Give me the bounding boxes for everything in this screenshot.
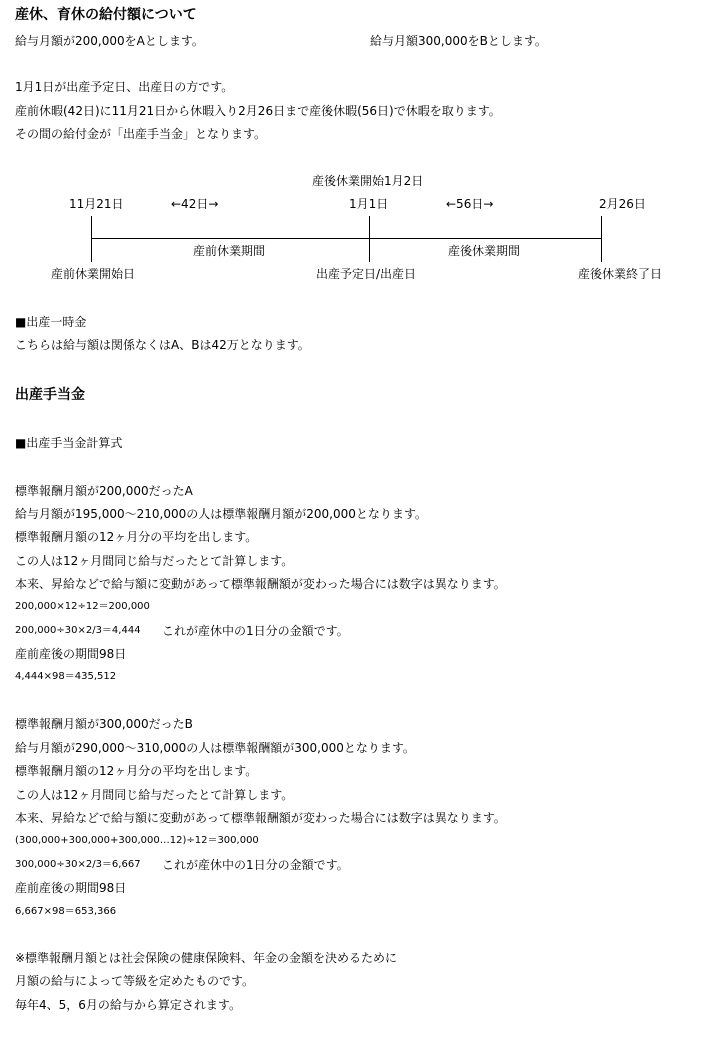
case-b-line-3: この人は12ヶ月間同じ給与だったとて計算します。 (15, 788, 294, 802)
salary-b-text: 給与月額300,000をBとします。 (370, 34, 547, 48)
case-b-calc-2-note: これが産休中の1日分の金額です。 (162, 858, 349, 872)
allowance-subheading: ■出産手当金計算式 (15, 436, 123, 450)
case-b-period: 産前産後の期間98日 (15, 881, 127, 895)
note-line-1: ※標準報酬月額とは社会保険の健康保険料、年金の金額を決めるために (15, 951, 398, 965)
intro-line-2: 産前休暇(42日)に11月21日から休暇入り2月26日まで産後休暇(56日)で休暇を取ります。 (15, 104, 501, 118)
case-a-period: 産前産後の期間98日 (15, 647, 127, 661)
period-left-label: 産前休業期間 (193, 244, 266, 258)
note-line-2: 月額の給与によって等級を定めたものです。 (15, 974, 255, 988)
case-b-title: 標準報酬月額が300,000だったB (15, 717, 193, 731)
case-b-line-2: 標準報酬月額の12ヶ月分の平均を出します。 (15, 764, 258, 778)
case-a-title: 標準報酬月額が200,000だったA (15, 484, 193, 498)
arrow-left-days: ←42日→ (171, 197, 219, 211)
label-postnatal-end: 産後休業終了日 (578, 267, 663, 281)
date-left: 11月21日 (69, 197, 124, 211)
intro-line-1: 1月1日が出産予定日、出産日の方です。 (15, 80, 234, 94)
case-b-line-1: 給与月額が290,000～310,000の人は標準報酬額が300,000となります。 (15, 741, 415, 755)
salary-a-text: 給与月額が200,000をAとします。 (15, 34, 204, 48)
date-right: 2月26日 (599, 197, 646, 211)
label-prenatal-start: 産前休業開始日 (51, 267, 136, 281)
tick-mid (369, 216, 370, 262)
case-a-calc-2-note: これが産休中の1日分の金額です。 (162, 624, 349, 638)
arrow-right-days: ←56日→ (446, 197, 494, 211)
case-b-calc-2: 300,000÷30×2/3＝6,667 (15, 859, 141, 870)
allowance-heading: 出産手当金 (15, 387, 85, 403)
lump-sum-text: こちらは給与額は関係なくはA、Bは42万となります。 (15, 338, 310, 352)
date-mid: 1月1日 (349, 197, 389, 211)
tick-right (601, 216, 602, 262)
timeline-axis (91, 238, 602, 239)
case-a-calc-2: 200,000÷30×2/3＝4,444 (15, 625, 141, 636)
case-a-line-4: 本来、昇給などで給与額に変動があって標準報酬額が変わった場合には数字は異なります。 (15, 577, 506, 591)
case-a-line-3: この人は12ヶ月間同じ給与だったとて計算します。 (15, 554, 294, 568)
postnatal-start-label: 産後休業開始1月2日 (312, 174, 424, 188)
note-line-3: 毎年4、5，6月の給与から算定されます。 (15, 998, 241, 1012)
page-title: 産休、育休の給付額について (15, 7, 197, 23)
case-a-total: 4,444×98＝435,512 (15, 671, 117, 682)
case-b-total: 6,667×98＝653,366 (15, 906, 117, 917)
case-a-calc-1: 200,000×12÷12＝200,000 (15, 601, 150, 612)
intro-line-3: その間の給付金が「出産手当金」となります。 (15, 127, 267, 141)
lump-sum-heading: ■出産一時金 (15, 315, 87, 329)
label-due-date: 出産予定日/出産日 (316, 267, 417, 281)
case-b-calc-1: (300,000+300,000+300,000…12)÷12＝300,000 (15, 835, 259, 846)
case-a-line-2: 標準報酬月額の12ヶ月分の平均を出します。 (15, 530, 258, 544)
case-b-line-4: 本来、昇給などで給与額に変動があって標準報酬額が変わった場合には数字は異なります。 (15, 811, 506, 825)
tick-left (91, 216, 92, 262)
period-right-label: 産後休業期間 (448, 244, 521, 258)
case-a-line-1: 給与月額が195,000～210,000の人は標準報酬月額が200,000となります。 (15, 507, 427, 521)
